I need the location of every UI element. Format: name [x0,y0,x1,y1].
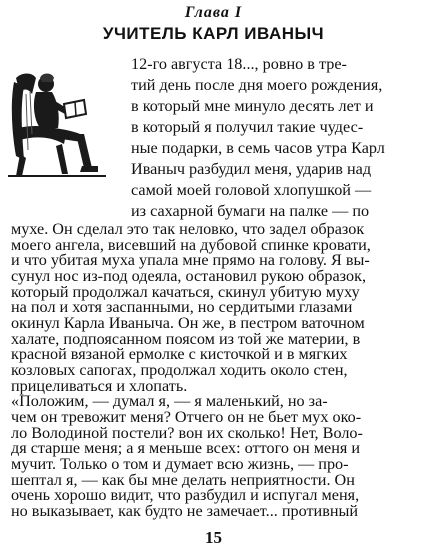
text-line: ные подарки, в семь часов утра Карл [131,139,385,157]
chapter-label: Глава I [184,4,243,21]
text-line: из сахарной бумаги на палке — по [131,202,370,220]
reading-man-armchair-icon [6,64,130,182]
text-line: тий день после дня моего рождения, [131,76,383,94]
text-line: сунул нос из-под одеяла, остановил рукою образок, [11,267,366,285]
page-number: 15 [205,528,222,547]
text-line: моего ангела, висевший на дубовой спинке кровати, [11,235,371,254]
text-line: который продолжал качаться, скинул убитую муху [11,282,360,301]
text-line: чем он тревожит меня? Отчего он не бьет мух око- [11,408,362,426]
text-line: ло Володиной постели? вон их сколько! Нет, Воло- [11,423,363,442]
text-line: красной вязаной ермолке с кисточкой и в мягких [11,345,348,364]
text-line: мучит. Только о том и думает всю жизнь, — про- [11,455,349,473]
text-line: козловых сапогах, продолжал ходить около стен, [11,361,348,379]
text-line: в который я получил такие чудес- [131,118,364,136]
text-line: и что убитая муха упала мне прямо на голову. Я вы- [11,251,370,270]
text-line: Иваныч разбудил меня, ударив над [131,160,372,178]
text-line: окинул Карла Иваныча. Он же, в пестром ваточном [11,314,365,332]
chapter-title: УЧИТЕЛЬ КАРЛ ИВАНЫЧ [102,24,325,43]
text-line: прицеливаться и хлопать. [11,376,188,395]
text-line: 12-го августа 18..., ровно в тре- [131,55,347,73]
text-line: но выказывает, как будто не замечает... противный [11,502,359,520]
text-line: в который мне минуло десять лет и [131,97,374,115]
text-line: «Положим, — думал я, — я маленький, но за- [11,392,328,411]
text-line: самой моей головой хлопушкой — [131,181,372,199]
text-line: халате, подпоясанном поясом из той же материи, в [11,329,361,348]
text-line: дя старше меня; а я меньше всех: оттого он меня и [11,439,361,458]
text-line: очень хорошо видит, что разбудил и испугал меня, [11,486,360,505]
text-line: мухе. Он сделал это так неловко, что задел образок [11,220,365,238]
text-line: на пол и хотя заспанными, но сердитыми глазами [11,298,353,317]
text-line: шептал я, — как бы мне делать неприятности. Он [11,470,355,489]
